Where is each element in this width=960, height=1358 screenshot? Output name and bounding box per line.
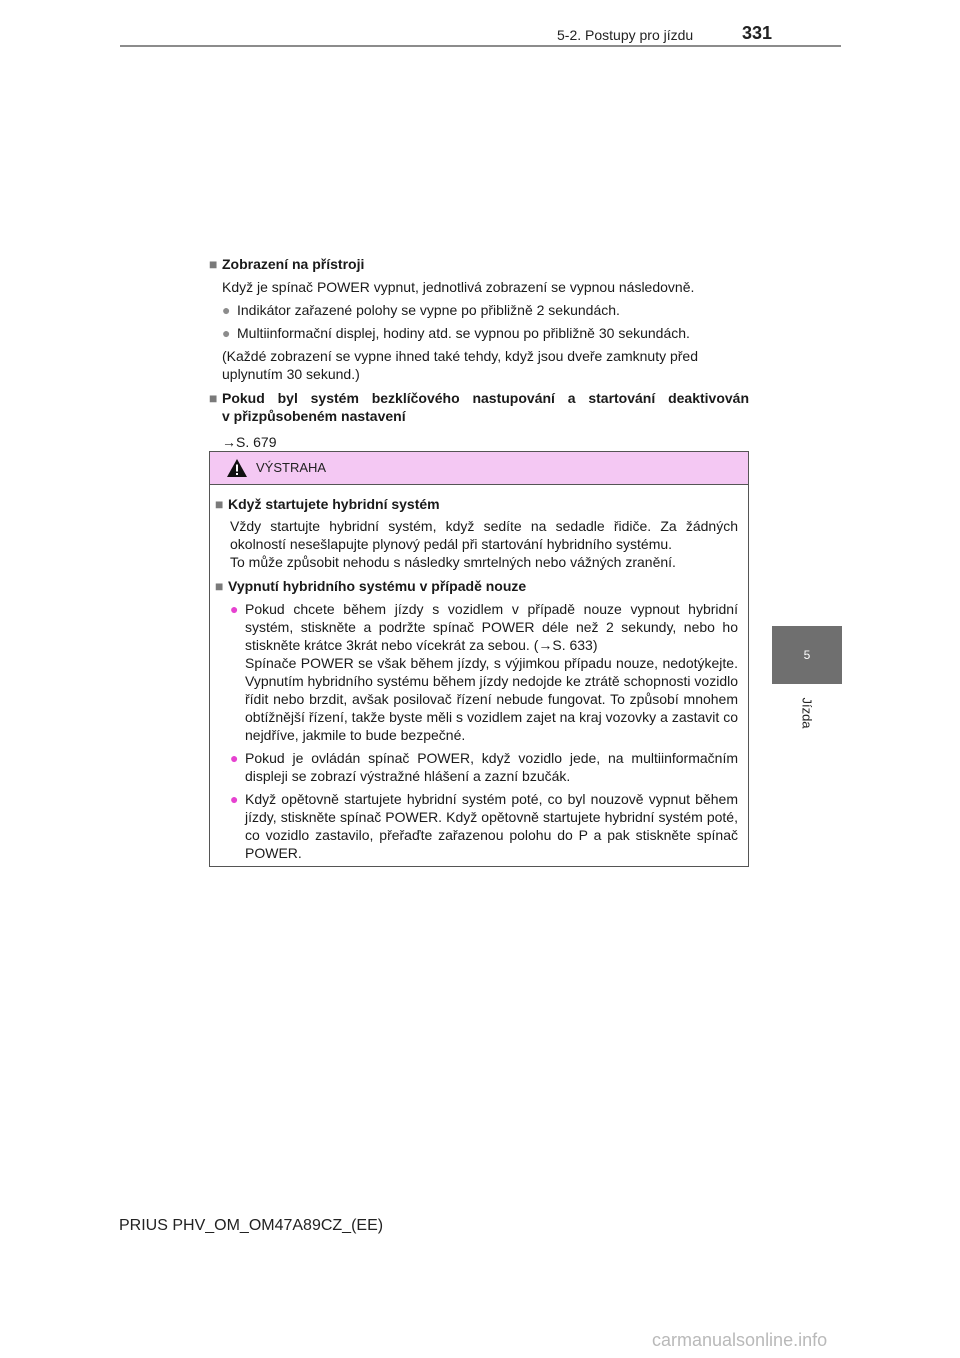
watermark: carmanualsonline.info (652, 1330, 828, 1350)
chapter-label: Jízda (799, 697, 815, 729)
heading-text: Zobrazení na přístroji (222, 256, 365, 272)
list-item (230, 600, 738, 744)
square-bullet-icon: ■ (209, 390, 218, 406)
warning-box (209, 451, 749, 867)
chapter-tab-number (772, 626, 842, 684)
heading-text: Vypnutí hybridního systému v případě nouze (228, 578, 527, 594)
round-bullet-icon: ● (222, 302, 231, 318)
chapter-number: 5 (803, 648, 811, 662)
list-item (230, 790, 738, 862)
heading-text: v přizpůsobeném nastavení (222, 408, 406, 424)
square-bullet-icon: ■ (215, 496, 224, 512)
list-item-text: Spínače POWER se však během jízdy, s výjimkou případu nouze, nedotýkejte. Vypnutím hybridního systému během jízdy nedojde ke ztrátě schopnosti vozidlo řídit nebo brzdit, avšak posilovač řízení nebude fungovat. To způsobí mnohem obtížnější řízení, takže byste měli s vozidlem zajet na kraj vozovky a zastavit co nejdříve, jakmile to bude bezpečné. (245, 655, 738, 743)
header-section-title: 5-2. Postupy pro jízdu (557, 27, 694, 43)
list-item-text: Indikátor zařazené polohy se vypne po přibližně 2 sekundách. (237, 302, 620, 318)
list-item-text: Multiinformační displej, hodiny atd. se vypnou po přibližně 30 sekundách. (237, 325, 690, 341)
chapter-tab (772, 684, 842, 742)
main-content (209, 255, 749, 451)
list-item-text: Pokud chcete během jízdy s vozidlem v případě nouze vypnout hybridní systém, stiskněte a podržte spínač POWER déle než 2 sekundy, nebo ho stiskněte krátce 3krát nebo vícekrát za sebou. (→S. 633) (245, 601, 738, 653)
round-bullet-icon: ● (222, 325, 231, 341)
section-heading (209, 389, 749, 425)
heading-text: Když startujete hybridní systém (228, 496, 440, 512)
warning-body (210, 485, 748, 862)
document-code: PRIUS PHV_OM_OM47A89CZ_(EE) (119, 1217, 384, 1234)
list-item-text: Pokud je ovládán spínač POWER, když vozidlo jede, na multiinformačním displeji se zobrazí výstražné hlášení a zazní bzučák. (245, 750, 738, 784)
square-bullet-icon: ■ (215, 578, 224, 594)
list-item (230, 749, 738, 785)
paragraph: (Každé zobrazení se vypne ihned také tehdy, když jsou dveře zamknuty před uplynutím 30 sekund.) (222, 348, 699, 382)
round-bullet-icon: ● (230, 750, 239, 766)
page-number: 331 (742, 23, 773, 43)
list-item (222, 324, 749, 342)
round-bullet-icon: ● (230, 791, 239, 807)
list-item-text: Když opětovně startujete hybridní systém poté, co byl nouzově vypnut během jízdy, stiskněte spínač POWER. Když opětovně startujete hybridní systém poté, co vozidlo zastavilo, přeřaďte zařazenou polohu do P a pak stiskněte spínač POWER. (245, 791, 738, 861)
square-bullet-icon: ■ (209, 256, 218, 272)
list-item (222, 301, 749, 319)
page-reference: →S. 679 (222, 434, 277, 450)
heading-text: Pokud byl systém bezklíčového nastupování a startování deaktivován (222, 390, 749, 406)
round-bullet-icon: ● (230, 601, 239, 617)
paragraph: To může způsobit nehodu s následky smrtelných nebo vážných zranění. (230, 554, 676, 570)
warning-triangle-icon (226, 458, 248, 478)
paragraph: Když je spínač POWER vypnut, jednotlivá zobrazení se vypnou následovně. (222, 279, 695, 295)
warning-header (210, 452, 748, 485)
warning-title: VÝSTRAHA (256, 460, 327, 475)
section-heading (209, 255, 749, 273)
header-divider (120, 45, 841, 47)
warning-heading (215, 495, 738, 513)
paragraph: Vždy startujte hybridní systém, když sedíte na sedadle řidiče. Za žádných okolností nesešlapujte plynový pedál při startování hybridního systému. (230, 518, 738, 552)
warning-heading (215, 577, 738, 595)
